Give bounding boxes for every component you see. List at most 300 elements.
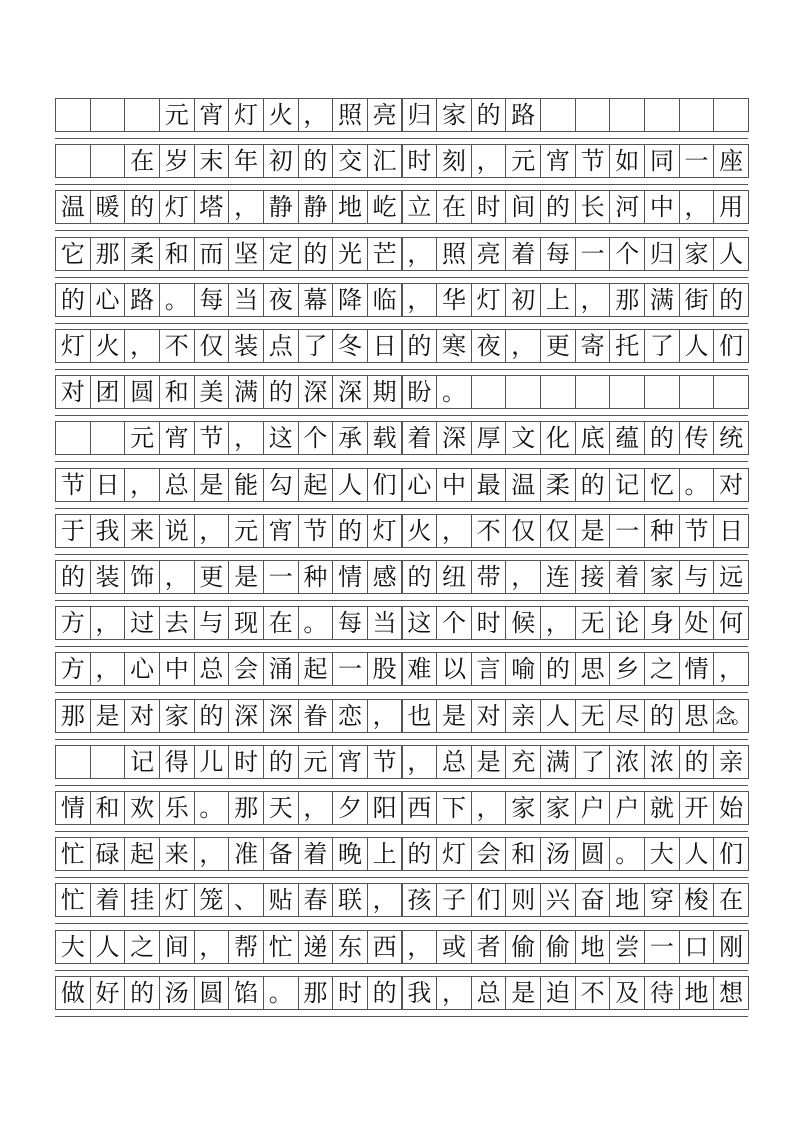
grid-cell: ， [228,190,264,224]
grid-cell: 统 [713,421,749,455]
text-row [55,976,748,1026]
grid-cell: 深 [332,375,368,409]
text-row [55,375,748,425]
grid-cell: 联 [332,883,368,917]
grid-cell: 一 [263,560,299,594]
grid-cell: ， [298,98,334,132]
grid-cell: 宵 [540,144,576,178]
grid-cell: 坚 [228,237,264,271]
grid-cell: 笼 [194,883,230,917]
grid-cell: 浓 [644,745,680,779]
grid-cell: 亮 [471,237,507,271]
grid-cell [55,98,91,132]
grid-cell: 的 [263,375,299,409]
grid-cell: 家 [644,560,680,594]
grid-cell: 情 [332,560,368,594]
grid-cell: 涌 [263,652,299,686]
grid-cell: 来 [159,837,195,871]
grid-cell: 念。 [713,699,749,733]
grid-cell: 是 [471,745,507,779]
grid-cell: 子 [436,883,472,917]
grid-cell: 夜 [263,283,299,317]
grid-cell: ， [228,421,264,455]
text-row [55,329,748,379]
grid-cell: 的 [298,144,334,178]
row-gap-line [55,323,748,324]
grid-cell: 日 [90,468,126,502]
grid-cell: 无 [575,699,611,733]
grid-cell: 满 [228,375,264,409]
grid-cell: 兴 [540,883,576,917]
text-row [55,237,748,287]
grid-cell: ， [402,283,438,317]
grid-cell: 时 [402,144,438,178]
grid-cell: 晚 [332,837,368,871]
grid-cell: 的 [263,745,299,779]
grid-cell: 仅 [194,329,230,363]
grid-cell: 亲 [713,745,749,779]
grid-cell: 节 [367,745,403,779]
grid-cell: 一 [332,652,368,686]
grid-cell: 充 [505,745,541,779]
grid-cell: 心 [402,468,438,502]
grid-cell: 就 [644,791,680,825]
grid-cell [644,375,680,409]
grid-cell: 浓 [609,745,645,779]
grid-cell: 宵 [263,514,299,548]
grid-cell: 一 [575,237,611,271]
grid-cell: 带 [471,560,507,594]
grid-cell: 何 [713,606,749,640]
row-gap-line [55,646,748,647]
grid-cell: 节 [194,421,230,455]
grid-cell: 与 [679,560,715,594]
grid-cell: 人 [332,468,368,502]
grid-cell: ， [90,652,126,686]
grid-cell: 去 [159,606,195,640]
grid-cell: ， [124,468,160,502]
grid-cell: 柔 [540,468,576,502]
grid-cell: 人 [679,329,715,363]
grid-cell: 过 [124,606,160,640]
grid-cell: 记 [124,745,160,779]
grid-cell: 的 [471,98,507,132]
grid-cell: 开 [679,791,715,825]
grid-cell: 寒 [436,329,472,363]
grid-cell: 忆 [644,468,680,502]
grid-cell: 交 [332,144,368,178]
grid-cell: 感 [367,560,403,594]
row-gap-line [55,230,748,231]
grid-cell: 在 [436,190,472,224]
grid-cell: ， [505,560,541,594]
text-row [55,190,748,240]
row-gap-line [55,461,748,462]
grid-cell: 忙 [263,930,299,964]
grid-cell [575,98,611,132]
grid-cell [540,98,576,132]
grid-cell: 宵 [194,98,230,132]
grid-cell: 是 [194,468,230,502]
grid-cell: ， [90,606,126,640]
grid-cell: 递 [298,930,334,964]
grid-cell: 馅 [228,976,264,1010]
row-gap-line [55,923,748,924]
grid-cell: 。 [159,283,195,317]
grid-cell: 点 [263,329,299,363]
grid-cell: 亮 [367,98,403,132]
grid-cell: 股 [367,652,403,686]
grid-cell: ， [159,560,195,594]
grid-cell: 迫 [540,976,576,1010]
grid-cell: 的 [367,976,403,1010]
grid-cell: 传 [679,421,715,455]
grid-cell: 家 [505,791,541,825]
grid-cell: 文 [505,421,541,455]
grid-cell: 装 [90,560,126,594]
grid-cell: 底 [575,421,611,455]
text-row [55,745,748,795]
grid-cell: ， [194,837,230,871]
grid-cell: 论 [609,606,645,640]
grid-cell: 的 [124,190,160,224]
grid-cell: 节 [575,144,611,178]
grid-cell: 是 [90,699,126,733]
grid-cell: 地 [575,930,611,964]
grid-cell [609,98,645,132]
grid-cell: 儿 [194,745,230,779]
grid-cell: 塔 [194,190,230,224]
grid-cell: 候 [505,606,541,640]
grid-cell [90,745,126,779]
grid-cell [124,98,160,132]
grid-cell: 火 [402,514,438,548]
grid-cell: ， [402,930,438,964]
grid-cell: 忙 [55,883,91,917]
grid-cell: 对 [471,699,507,733]
grid-cell: 乐 [159,791,195,825]
grid-cell: ， [471,144,507,178]
grid-cell: 始 [713,791,749,825]
grid-cell [679,375,715,409]
text-row [55,421,748,471]
grid-cell: 思 [575,652,611,686]
grid-cell: ， [436,976,472,1010]
grid-cell: ， [505,329,541,363]
grid-cell: 不 [159,329,195,363]
grid-cell: 的 [679,745,715,779]
grid-cell: 刻 [436,144,472,178]
grid-cell: 节 [679,514,715,548]
grid-cell: 深 [298,375,334,409]
grid-cell: 光 [332,237,368,271]
grid-cell: 们 [713,837,749,871]
grid-cell: 之 [124,930,160,964]
grid-cell: 寄 [575,329,611,363]
row-gap-line [55,508,748,509]
manuscript-grid-paper [55,98,748,1022]
grid-cell [90,98,126,132]
row-gap-line [55,600,748,601]
grid-cell: 的 [194,699,230,733]
grid-cell: ， [402,237,438,271]
grid-cell: 屹 [367,190,403,224]
grid-cell: 路 [505,98,541,132]
grid-cell: 亲 [505,699,541,733]
grid-cell: 路 [124,283,160,317]
grid-cell: 梭 [679,883,715,917]
grid-cell: 能 [228,468,264,502]
grid-cell: 长 [575,190,611,224]
grid-cell: 圆 [575,837,611,871]
grid-cell: 个 [298,421,334,455]
grid-cell: 街 [679,283,715,317]
grid-cell [540,375,576,409]
grid-cell: 难 [402,652,438,686]
grid-cell: 节 [298,514,334,548]
grid-cell: 最 [471,468,507,502]
grid-cell: 定 [263,237,299,271]
grid-cell: 思 [679,699,715,733]
grid-cell: 人 [90,930,126,964]
grid-cell: 总 [436,745,472,779]
grid-cell: 那 [609,283,645,317]
grid-cell: 地 [609,883,645,917]
grid-cell: 不 [575,976,611,1010]
row-gap-line [55,277,748,278]
grid-cell: 末 [194,144,230,178]
grid-cell: 来 [124,514,160,548]
grid-cell: 、 [228,883,264,917]
grid-cell: 远 [713,560,749,594]
grid-cell: 的 [124,976,160,1010]
grid-cell: 节 [55,468,91,502]
grid-cell: 承 [332,421,368,455]
grid-cell: 灯 [228,98,264,132]
grid-cell: 每 [540,237,576,271]
grid-cell: 偷 [540,930,576,964]
grid-cell: 着 [505,237,541,271]
grid-cell: 河 [609,190,645,224]
grid-cell: 以 [436,652,472,686]
grid-cell: 深 [436,421,472,455]
grid-cell: 中 [436,468,472,502]
grid-cell: 静 [298,190,334,224]
grid-cell: 而 [194,237,230,271]
grid-cell: 得 [159,745,195,779]
text-row [55,283,748,333]
grid-cell: 。 [263,976,299,1010]
text-row [55,791,748,841]
grid-cell: 的 [402,329,438,363]
grid-cell: 这 [402,606,438,640]
grid-cell: 身 [644,606,680,640]
text-row [55,560,748,610]
grid-cell: 温 [505,468,541,502]
grid-cell: 个 [436,606,472,640]
grid-cell: 。 [298,606,334,640]
grid-cell: 尽 [609,699,645,733]
grid-cell: 准 [228,837,264,871]
grid-cell: 芒 [367,237,403,271]
grid-cell: 连 [540,560,576,594]
grid-cell: 装 [228,329,264,363]
grid-cell: 时 [471,190,507,224]
grid-cell: 静 [263,190,299,224]
text-row [55,930,748,980]
text-row [55,468,748,518]
grid-cell: 贴 [263,883,299,917]
grid-cell: 暖 [90,190,126,224]
grid-cell: 上 [367,837,403,871]
grid-cell: ， [194,514,230,548]
grid-cell [644,98,680,132]
grid-cell: 每 [332,606,368,640]
grid-cell: 那 [228,791,264,825]
text-row [55,883,748,933]
grid-cell: 温 [55,190,91,224]
grid-cell: ， [124,329,160,363]
grid-cell [575,375,611,409]
grid-cell: 会 [471,837,507,871]
grid-cell: ， [679,190,715,224]
grid-cell: ， [713,652,749,686]
grid-cell: 满 [644,283,680,317]
grid-cell: 圆 [124,375,160,409]
grid-cell: 口 [679,930,715,964]
grid-cell: 灯 [159,190,195,224]
grid-cell: 的 [55,283,91,317]
grid-cell: 现 [228,606,264,640]
grid-cell: 化 [540,421,576,455]
grid-cell: 方 [55,606,91,640]
grid-cell: 欢 [124,791,160,825]
grid-cell: 偷 [505,930,541,964]
grid-cell: 人 [713,237,749,271]
grid-cell: 照 [436,237,472,271]
grid-cell: 着 [402,421,438,455]
text-row [55,699,748,749]
grid-cell: 宵 [332,745,368,779]
grid-cell: 初 [505,283,541,317]
grid-cell: 奋 [575,883,611,917]
grid-cell: ， [402,745,438,779]
grid-cell: 临 [367,283,403,317]
grid-cell: 当 [228,283,264,317]
grid-cell: 地 [679,976,715,1010]
grid-cell: 是 [575,514,611,548]
text-row [55,837,748,887]
grid-cell: 厚 [471,421,507,455]
grid-cell: 忙 [55,837,91,871]
grid-cell: 盼 [402,375,438,409]
grid-cell: 起 [124,837,160,871]
grid-cell: 家 [679,237,715,271]
grid-cell: 灯 [471,283,507,317]
grid-cell: ， [471,791,507,825]
grid-cell: 宵 [159,421,195,455]
grid-cell: 的 [713,283,749,317]
grid-cell: 它 [55,237,91,271]
grid-cell: 地 [332,190,368,224]
grid-cell: 接 [575,560,611,594]
grid-cell [679,98,715,132]
grid-cell: 幕 [298,283,334,317]
grid-cell: 与 [194,606,230,640]
row-gap-line [55,831,748,832]
grid-cell: 东 [332,930,368,964]
grid-cell: 乡 [609,652,645,686]
grid-cell: 会 [228,652,264,686]
grid-cell: 春 [298,883,334,917]
grid-cell: 更 [540,329,576,363]
grid-cell: 言 [471,652,507,686]
grid-cell: 大 [55,930,91,964]
grid-cell [90,421,126,455]
grid-cell: 时 [471,606,507,640]
grid-cell: 种 [298,560,334,594]
grid-cell: 碌 [90,837,126,871]
grid-cell: 家 [159,699,195,733]
grid-cell: 者 [471,930,507,964]
grid-cell: 西 [402,791,438,825]
grid-cell: 于 [55,514,91,548]
grid-cell: 方 [55,652,91,686]
grid-cell: 降 [332,283,368,317]
grid-cell: 起 [298,652,334,686]
grid-cell [55,745,91,779]
row-gap-line [55,415,748,416]
grid-cell: 一 [679,144,715,178]
grid-cell: 着 [90,883,126,917]
grid-cell: 和 [90,791,126,825]
grid-cell: ， [194,930,230,964]
grid-cell: 那 [55,699,91,733]
grid-cell: 总 [159,468,195,502]
grid-cell: 归 [644,237,680,271]
grid-cell: 纽 [436,560,472,594]
grid-cell: 恋 [332,699,368,733]
grid-cell: 中 [644,190,680,224]
grid-cell: 穿 [644,883,680,917]
grid-cell: 人 [540,699,576,733]
grid-cell: 灯 [159,883,195,917]
grid-cell: 着 [609,560,645,594]
grid-cell: 那 [90,237,126,271]
grid-cell: 。 [679,468,715,502]
grid-cell: 火 [90,329,126,363]
grid-cell: ， [298,791,334,825]
grid-cell: 华 [436,283,472,317]
grid-cell: 喻 [505,652,541,686]
grid-cell: 每 [194,283,230,317]
grid-cell: 用 [713,190,749,224]
grid-cell: 对 [713,468,749,502]
grid-cell: 的 [332,514,368,548]
grid-cell: 的 [540,652,576,686]
grid-cell: 总 [471,976,507,1010]
grid-cell: 起 [298,468,334,502]
grid-cell [471,375,507,409]
grid-cell: 照 [332,98,368,132]
grid-cell: 好 [90,976,126,1010]
grid-cell: 元 [228,514,264,548]
grid-cell: 的 [644,421,680,455]
grid-cell: 我 [90,514,126,548]
grid-cell: 汤 [159,976,195,1010]
grid-cell: 的 [55,560,91,594]
grid-cell: ， [367,883,403,917]
